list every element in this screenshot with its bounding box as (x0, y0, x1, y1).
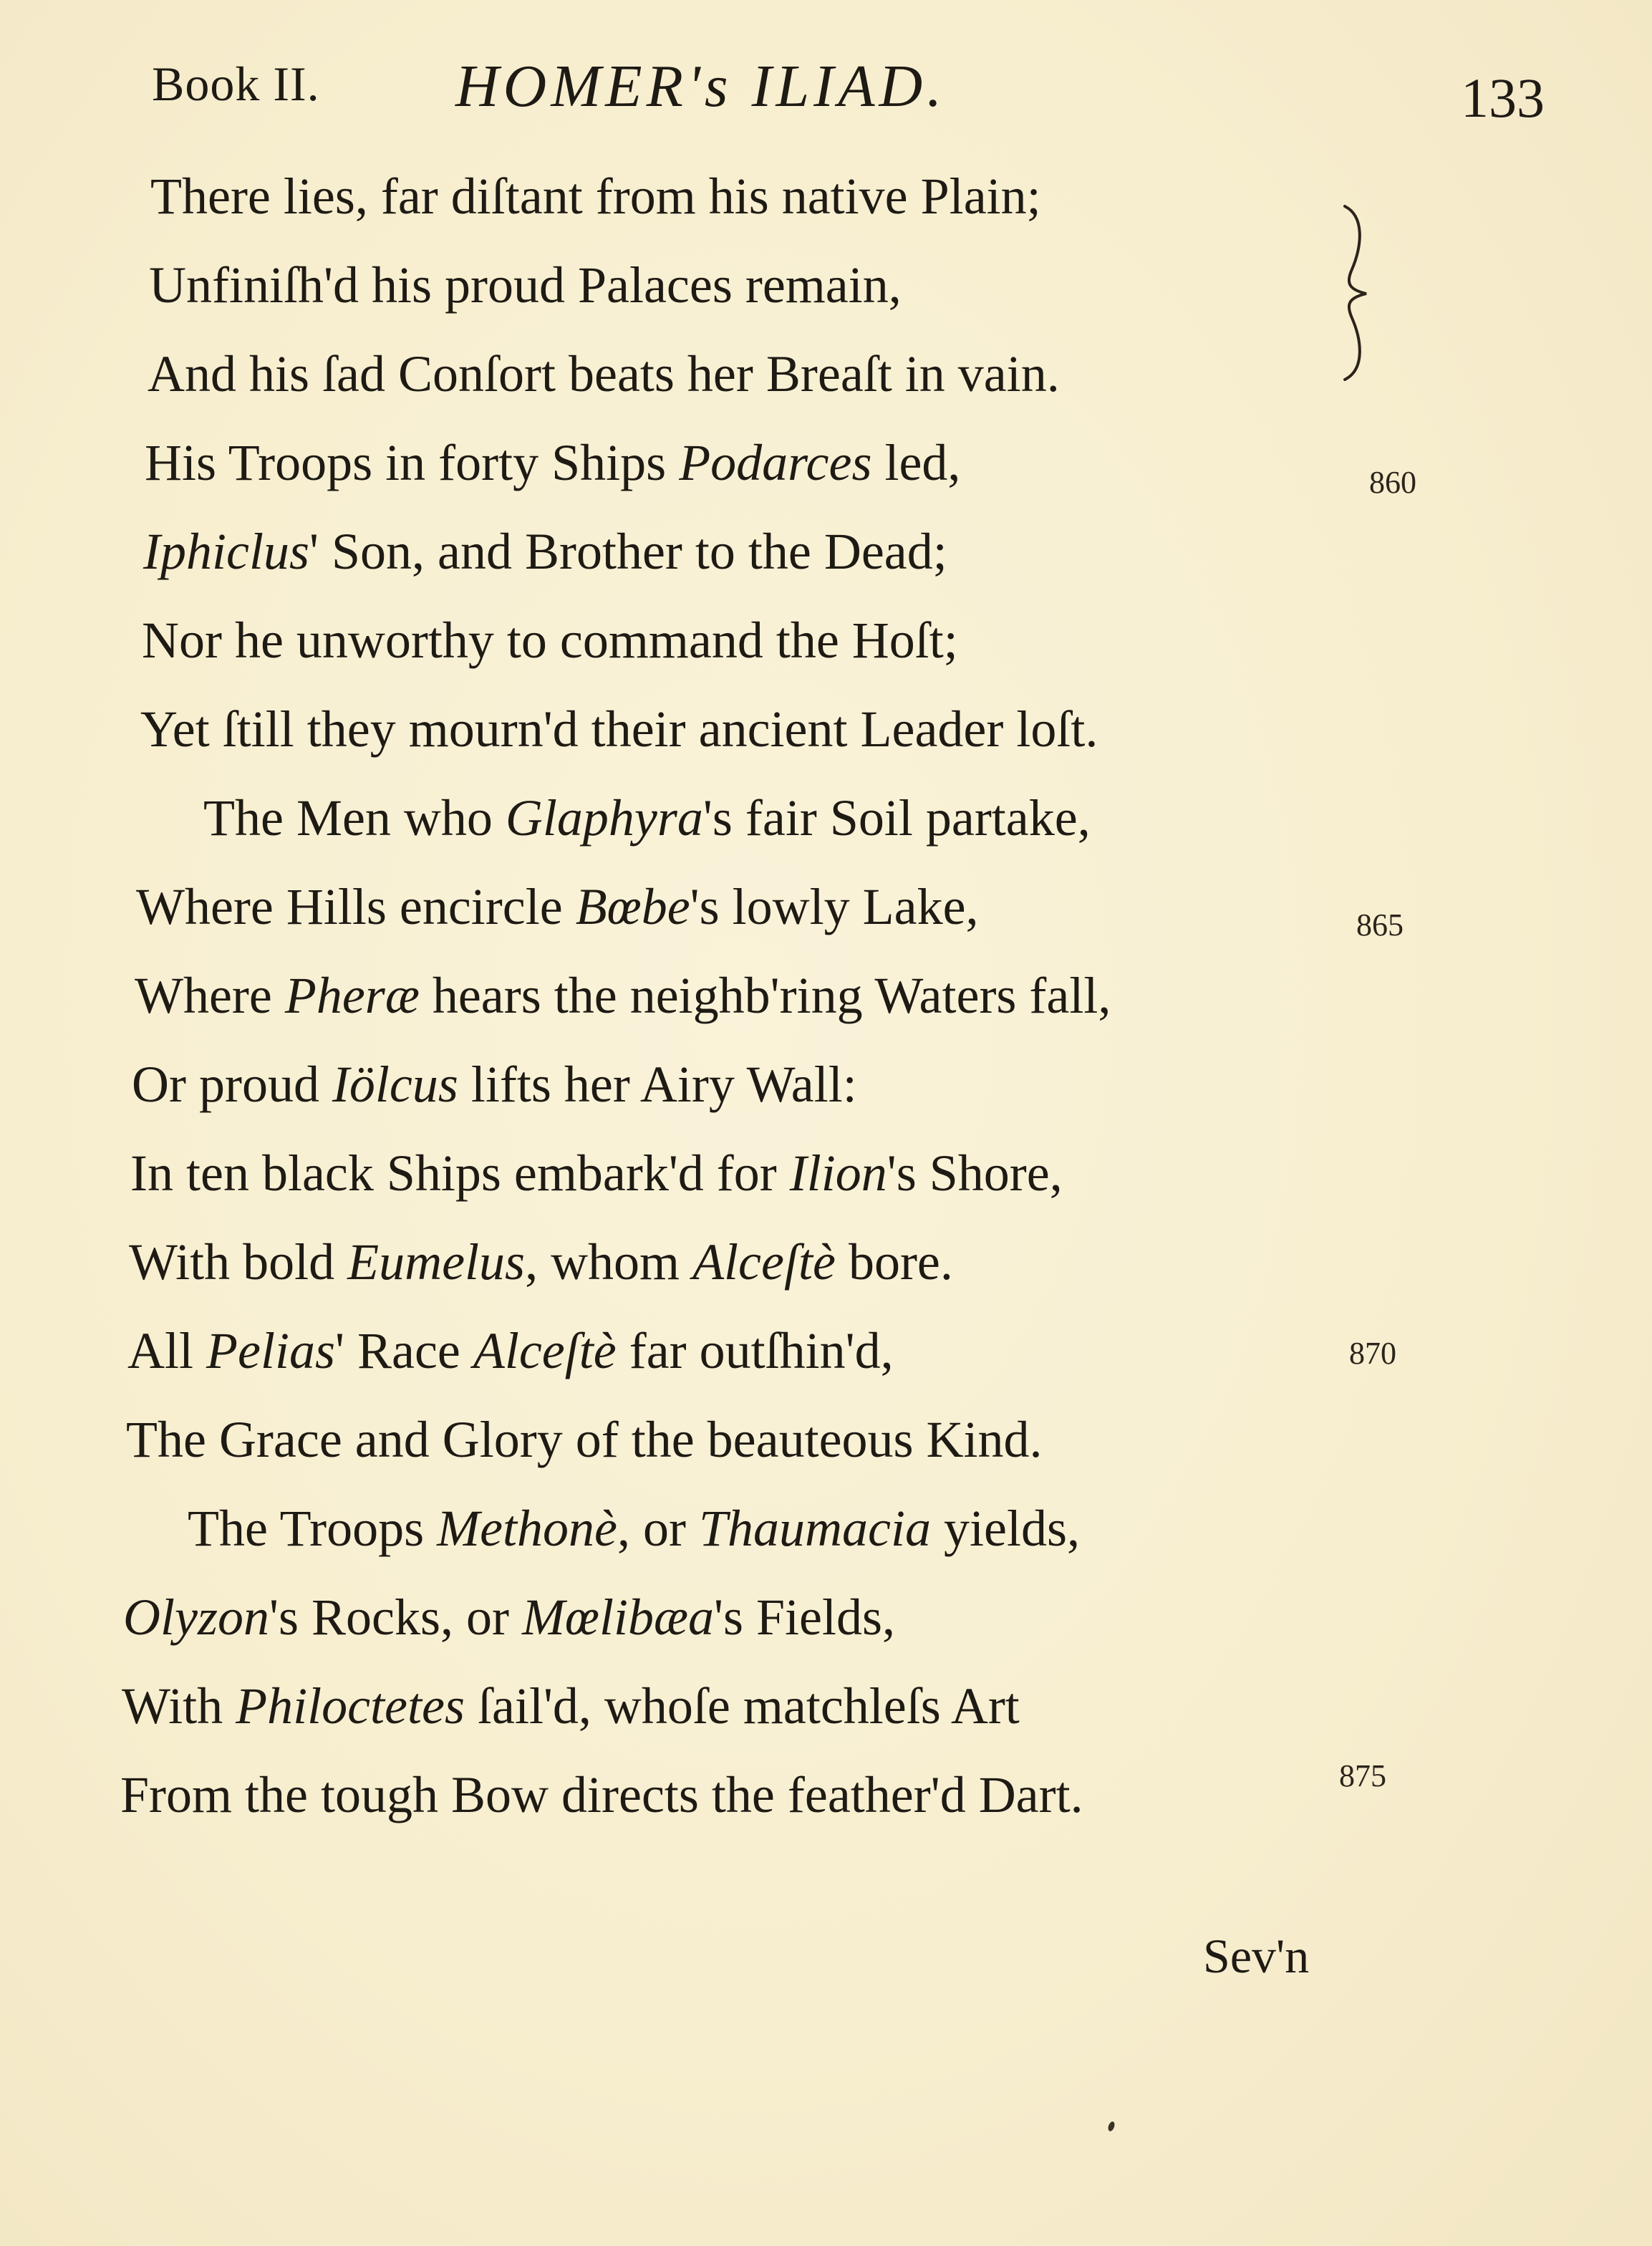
verse-text: 's Rocks, or (269, 1589, 522, 1646)
verse-text: hears the neighb'ring Waters fall, (419, 967, 1111, 1024)
ink-speck (1107, 2121, 1116, 2132)
italic-name: Alceſtè (473, 1322, 617, 1379)
verse-text: The Troops (188, 1500, 438, 1557)
italic-name: Eumelus (347, 1233, 526, 1291)
italic-name: Podarces (679, 434, 872, 491)
verse-text: yields, (930, 1500, 1080, 1557)
line-number: 865 (1356, 907, 1404, 943)
line-number: 875 (1339, 1758, 1386, 1793)
verse-text: Nor he unworthy to command the Hoſt; (142, 612, 958, 669)
italic-name: Pelias (206, 1322, 335, 1379)
line-number: 870 (1349, 1336, 1396, 1371)
verse-line (130, 1144, 1063, 1202)
italic-name: Iölcus (332, 1056, 458, 1113)
verse-line (122, 1677, 1020, 1735)
verse-text: There lies, far diſtant from his native Plain; (150, 168, 1041, 225)
verse-line (143, 523, 947, 580)
verse-text: , whom (525, 1233, 693, 1291)
verse-text: ' Son, and Brother to the Dead; (309, 523, 947, 580)
verse-line (188, 1500, 1080, 1557)
verse-text: His Troops in forty Ships (145, 434, 680, 491)
verse-line (150, 168, 1041, 225)
verse-text: lifts her Airy Wall: (458, 1056, 857, 1113)
italic-name: Pheræ (284, 967, 420, 1024)
verse-text: led, (871, 434, 961, 491)
verse-line (132, 1056, 857, 1113)
verse-line (135, 967, 1111, 1024)
verse-line (149, 256, 902, 314)
verse-text: From the tough Bow directs the feather'd Dart. (120, 1766, 1083, 1823)
verse-text: The Grace and Glory of the beauteous Kind. (126, 1411, 1043, 1468)
verse-text: And his ſad Conſort beats her Breaſt in vain. (148, 345, 1060, 403)
verse-text: With (122, 1677, 236, 1735)
verse-line (129, 1233, 953, 1291)
triplet-brace-icon (1330, 203, 1373, 382)
verse-text: Yet ſtill they mourn'd their ancient Leader loſt. (140, 700, 1098, 758)
verse-text: ' Race (334, 1322, 473, 1379)
verse-line (140, 700, 1098, 758)
verse-line (123, 1589, 896, 1646)
verse-line (126, 1411, 1043, 1468)
italic-name: Bœbe (575, 878, 690, 935)
page-number: 133 (1461, 67, 1545, 129)
verse-line (136, 878, 979, 935)
italic-name: Olyzon (123, 1589, 269, 1646)
verse-text: 's Shore, (887, 1144, 1063, 1202)
verse-line (120, 1766, 1083, 1823)
verse-text: With bold (129, 1233, 348, 1291)
verse-line (203, 789, 1091, 847)
italic-name: Glaphyra (505, 789, 703, 847)
italic-name: Ilion (789, 1144, 887, 1202)
verse-text: In ten black Ships embark'd for (130, 1144, 790, 1202)
verse-text: Where (135, 967, 285, 1024)
italic-name: Philoctetes (236, 1677, 465, 1735)
verse-text: 's fair Soil partake, (702, 789, 1091, 847)
verse-text: Unfiniſh'd his proud Palaces remain, (149, 256, 902, 314)
verse-text: ſail'd, whoſe matchleſs Art (464, 1677, 1020, 1735)
italic-name: Methonè (437, 1500, 617, 1557)
verse-text: , or (617, 1500, 699, 1557)
book-label: Book II. (152, 57, 320, 111)
verse-text: far outſhin'd, (616, 1322, 894, 1379)
italic-name: Iphiclus (143, 523, 309, 580)
running-header (0, 50, 1652, 129)
italic-name: Mœlibæa (521, 1589, 714, 1646)
verse-text: The Men who (203, 789, 506, 847)
running-title: HOMER's ILIAD. (455, 53, 947, 120)
verse-line (127, 1322, 894, 1379)
italic-name: Thaumacia (698, 1500, 931, 1557)
verse-text: bore. (835, 1233, 953, 1291)
verse-text: 's Fields, (713, 1589, 896, 1646)
verse-text: Where Hills encircle (136, 878, 576, 935)
line-number: 860 (1369, 465, 1416, 500)
verse-line (148, 345, 1060, 403)
verse-text: Or proud (132, 1056, 332, 1113)
italic-name: Alceſtè (692, 1233, 836, 1291)
catchword: Sev'n (1203, 1929, 1310, 1983)
verse-line (145, 434, 961, 491)
verse-line (142, 612, 958, 669)
verse-text: 's lowly Lake, (690, 878, 979, 935)
verse-text: All (127, 1322, 207, 1379)
